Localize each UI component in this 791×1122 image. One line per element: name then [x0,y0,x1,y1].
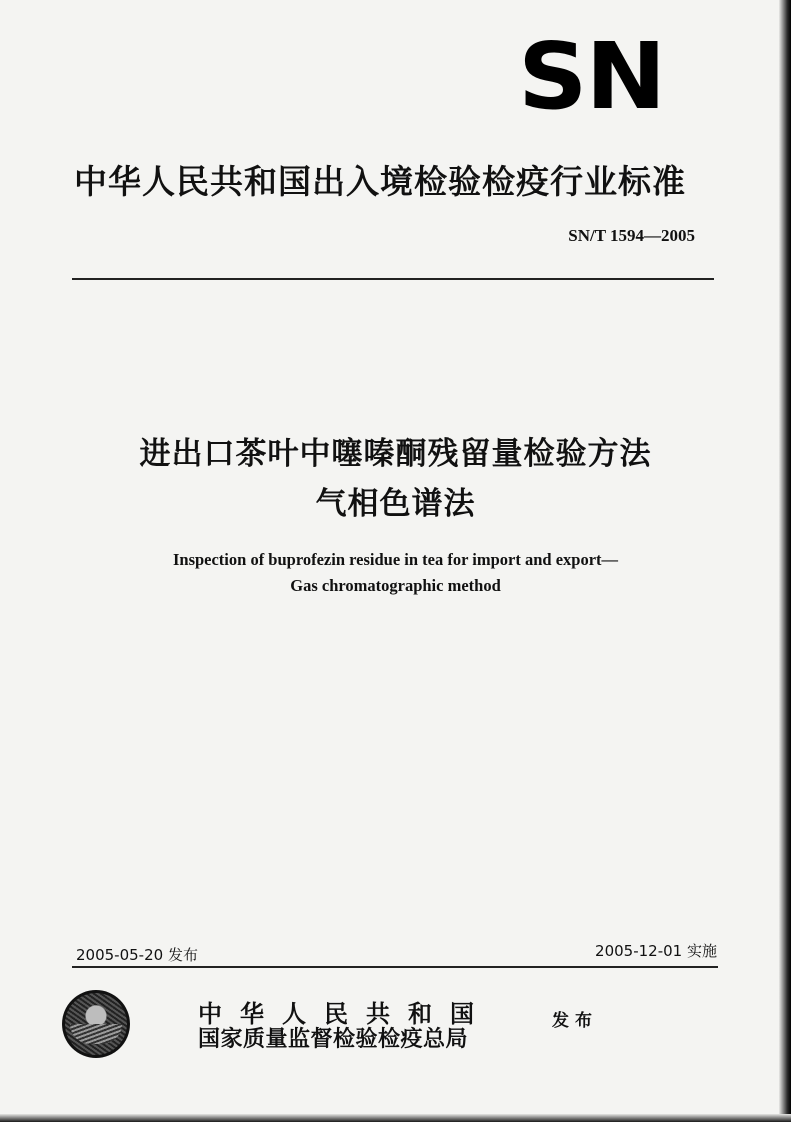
issuer-country: 中华人民共和国 [198,999,492,1028]
issue-date: 2005-05-20 发布 [76,946,198,964]
scan-edge-bottom [0,1114,791,1122]
bottom-divider [72,966,718,968]
chinese-title-line-2: 气相色谱法 [315,486,476,522]
emblem-seal-icon [62,990,130,1058]
english-title-line-2: Gas chromatographic method [290,576,501,595]
top-divider [72,278,714,280]
publish-label: 发布 [552,1011,598,1031]
implementation-date: 2005-12-01 实施 [595,942,717,960]
issuing-authority-heading: 中华人民共和国出入境检验检疫行业标准 [74,162,686,201]
issuer-agency: 国家质量监督检验检疫总局 [198,1026,469,1052]
english-title-line-1: Inspection of buprofezin residue in tea for import and export— [172,550,619,569]
scan-edge-right [779,0,791,1122]
sn-logo: SN [518,23,665,130]
chinese-title-line-1: 进出口茶叶中噻嗪酮残留量检验方法 [139,436,652,472]
standard-number: SN/T 1594—2005 [568,226,695,245]
